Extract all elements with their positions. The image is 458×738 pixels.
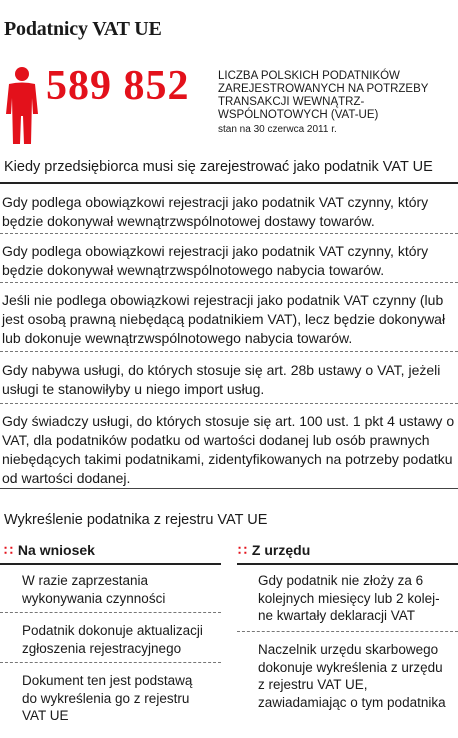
list-item: Gdy podatnik nie złoży za 6 kolejnych miesięcy lub 2 kolej-ne kwartały deklaracji VAT — [258, 573, 440, 623]
deregistration-heading: Wykreślenie podatnika z rejestru VAT UE — [4, 512, 268, 528]
list-item: Gdy świadczy usługi, do których stosuje się art. 100 ust. 1 pkt 4 ustawy o VAT, dla podatników podatku od wartości dodanej lub osób prawnych niebędących takimi podatnikami, zidentyfikowanych na potrzeby podatku od wartości dodanej. — [2, 413, 455, 486]
stat-number: 589 852 — [46, 63, 190, 109]
list-item: Dokument ten jest podstawą do wykreślenia go z rejestru VAT UE — [22, 673, 193, 723]
list-item: Podatnik dokonuje aktualizacji zgłoszenia rejestracyjnego — [22, 623, 203, 656]
divider — [0, 282, 458, 283]
divider — [237, 631, 458, 632]
list-item: Naczelnik urzędu skarbowego dokonuje wykreślenia z urzędu z rejestru VAT UE, zawiadamiając o tym podatnika — [258, 642, 446, 710]
list-item: Gdy podlega obowiązkowi rejestracji jako podatnik VAT czynny, który będzie dokonywał wewnątrzwspólnotowej dostawy towarów. — [2, 194, 429, 229]
registration-heading: Kiedy przedsiębiorca musi się zarejestrować jako podatnik VAT UE — [4, 159, 433, 175]
page-title: Podatnicy VAT UE — [4, 18, 162, 40]
column-rule — [237, 563, 458, 565]
list-item: Jeśli nie podlega obowiązkowi rejestracji jako podatnik VAT czynny (lub jest osobą prawną niebędącą podatnikiem VAT), lecz będzie dokonywał lub dokonuje wewnątrzwspólnotowego nabycia towarów. — [2, 292, 446, 346]
column-heading-request — [4, 542, 95, 559]
divider — [0, 488, 458, 489]
divider — [0, 403, 458, 404]
column-heading-ex-officio — [238, 542, 310, 559]
stat-date: stan na 30 czerwca 2011 r. — [218, 124, 337, 135]
divider — [0, 351, 458, 352]
column-heading-label: Na wniosek — [17, 542, 95, 558]
column-rule — [0, 563, 221, 565]
bullet-icon: ∷ — [4, 542, 12, 558]
bullet-icon: ∷ — [238, 542, 246, 558]
divider — [0, 662, 221, 663]
divider — [0, 233, 458, 234]
list-item: W razie zaprzestania wykonywania czynności — [22, 573, 166, 606]
stat-caption-text: LICZBA POLSKICH PODATNIKÓW ZAREJESTROWANYCH NA POTRZEBY TRANSAKCJI WEWNĄTRZ-WSPÓLNOTOWYCH (VAT-UE) — [218, 70, 429, 121]
column-heading-label: Z urzędu — [251, 542, 311, 558]
stat-caption — [218, 70, 454, 136]
list-item: Gdy podlega obowiązkowi rejestracji jako podatnik VAT czynny, który będzie dokonywał wewnątrzwspólnotowego nabycia towarów. — [2, 243, 429, 278]
registration-rule — [0, 182, 458, 184]
list-item: Gdy nabywa usługi, do których stosuje się art. 28b ustawy o VAT, jeżeli usługi te stanowiłyby u niego import usług. — [2, 362, 441, 397]
person-icon — [3, 66, 41, 146]
divider — [0, 612, 221, 613]
